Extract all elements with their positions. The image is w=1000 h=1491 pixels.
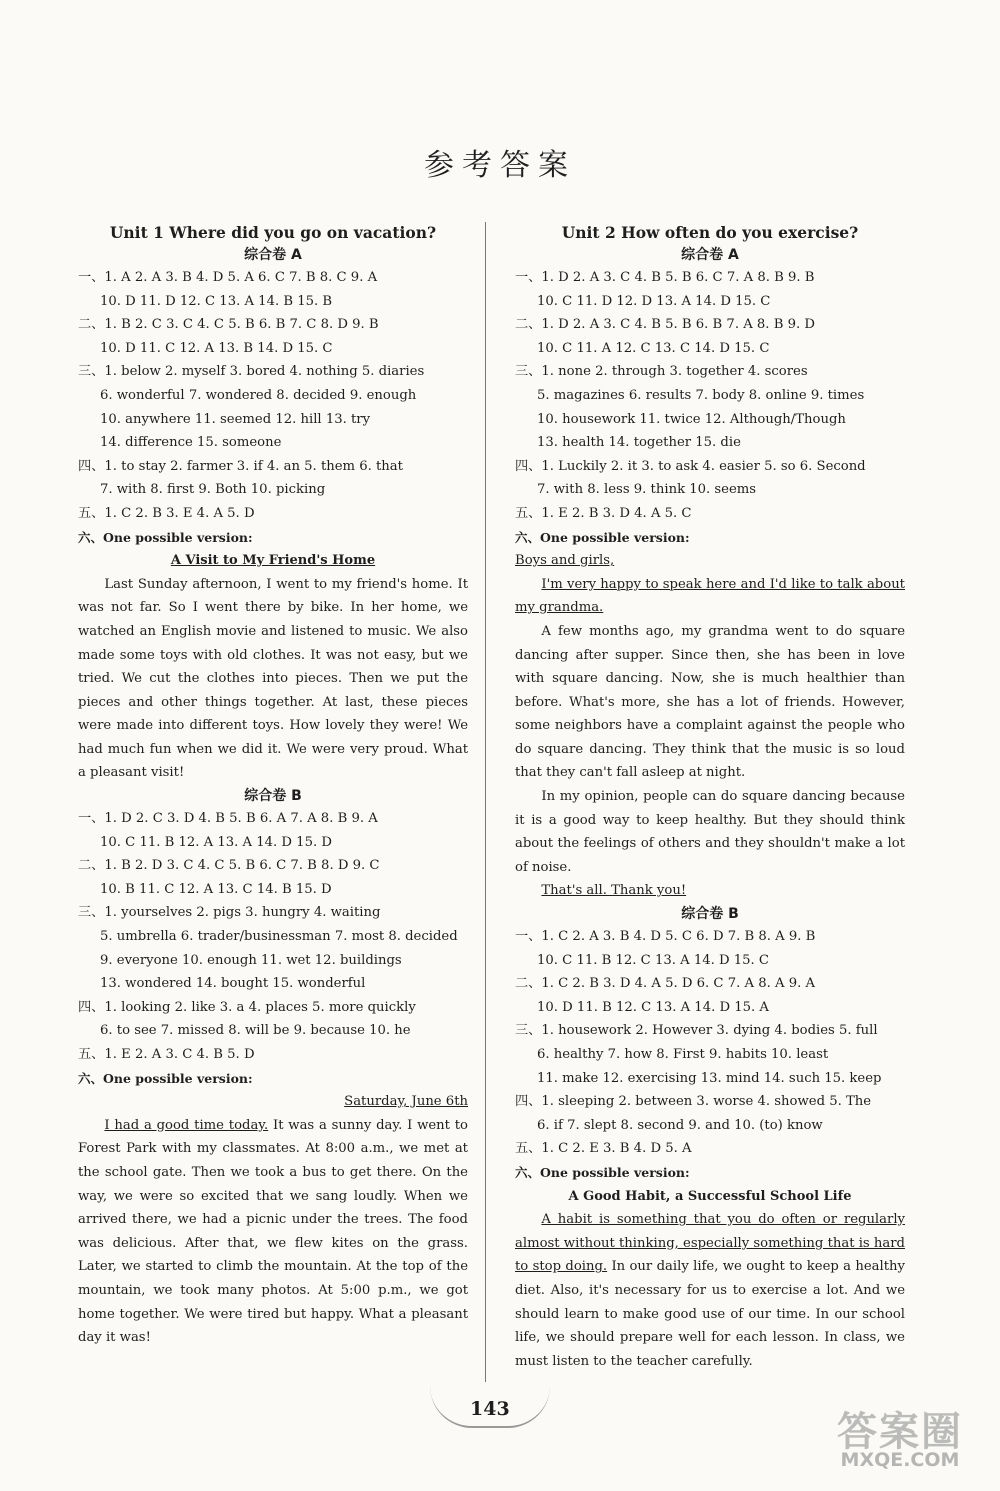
answer-line: 三、1. none 2. through 3. together 4. scores [515, 364, 808, 380]
unit-2-title: Unit 2 How often do you exercise? [561, 223, 859, 242]
answer-line: 一、1. D 2. C 3. D 4. B 5. B 6. A 7. A 8. B 9. A [78, 811, 378, 827]
answer-line: 四、1. sleeping 2. between 3. worse 4. showed 5. The [515, 1094, 872, 1110]
answer-line: 五、1. E 2. A 3. C 4. B 5. D [78, 1047, 255, 1062]
page-title: 参考答案 [424, 148, 576, 183]
watermark [815, 1400, 985, 1480]
answer-line: 三、1. below 2. myself 3. bored 4. nothing 5. diaries [78, 364, 425, 380]
paper-b-title: 综合卷 B [244, 788, 302, 805]
right-column [515, 222, 905, 1373]
section-heading: 六、One possible version: [78, 529, 253, 545]
answer-line: 5. magazines 6. results 7. body 8. online 9. times [537, 387, 865, 403]
answer-line: 13. health 14. together 15. die [537, 435, 741, 451]
answer-line: 6. healthy 7. how 8. First 9. habits 10. least [537, 1047, 829, 1062]
diary-date: Saturday, June 6th [344, 1094, 468, 1110]
answer-line: 10. D 11. C 12. A 13. B 14. D 15. C [100, 340, 333, 356]
answer-line: 四、1. to stay 2. farmer 3. if 4. an 5. them 6. that [78, 458, 403, 474]
answer-line: 三、1. housework 2. However 3. dying 4. bodies 5. full [515, 1023, 878, 1039]
watermark-logo: 答案圈 [837, 1409, 963, 1455]
answer-line: 10. C 11. A 12. C 13. C 14. D 15. C [537, 340, 770, 356]
answer-line: 一、1. C 2. A 3. B 4. D 5. C 6. D 7. B 8. A 9. B [515, 929, 816, 945]
answer-line: 10. D 11. D 12. C 13. A 14. B 15. B [100, 293, 333, 309]
answer-line: 二、1. D 2. A 3. C 4. B 5. B 6. B 7. A 8. B 9. D [515, 317, 815, 333]
speech-ending: That's all. Thank you! [541, 883, 687, 899]
answer-line: 6. to see 7. missed 8. will be 9. because 10. he [100, 1023, 411, 1039]
answer-line: 7. with 8. less 9. think 10. seems [537, 482, 757, 498]
watermark-site: MXQE.COM [840, 1449, 960, 1471]
answer-line: 三、1. yourselves 2. pigs 3. hungry 4. waiting [78, 905, 381, 921]
paper-a-title: 综合卷 A [681, 247, 739, 263]
answer-line: 11. make 12. exercising 13. mind 14. such 15. keep [537, 1070, 882, 1086]
answer-line: 五、1. E 2. B 3. D 4. A 5. C [515, 505, 692, 521]
answer-line: 13. wondered 14. bought 15. wonderful [100, 976, 366, 992]
answer-line: 14. difference 15. someone [100, 435, 282, 451]
answer-line: 10. C 11. B 12. A 13. A 14. D 15. D [100, 834, 332, 850]
answer-line: 四、1. Luckily 2. it 3. to ask 4. easier 5. so 6. Second [515, 458, 866, 474]
answer-line: 五、1. C 2. B 3. E 4. A 5. D [78, 505, 255, 521]
speech-paragraph: A few months ago, my grandma went to do square dancing after supper. Since then, she has been in love with square dancing. Now, she is much healthier than before. What's more, she has a lot of friends. However, some neighbors have a complaint against the people who do square dancing. They think that the music is so loud that they can't fall asleep at night. [515, 623, 905, 781]
section-heading: 六、One possible version: [515, 529, 690, 545]
paper-b-title: 综合卷 B [681, 906, 739, 923]
essay-title: A Good Habit, a Successful School Life [568, 1188, 852, 1204]
answer-line: 一、1. D 2. A 3. C 4. B 5. B 6. C 7. A 8. B 9. B [515, 270, 815, 285]
answer-line: 二、1. C 2. B 3. D 4. A 5. D 6. C 7. A 8. A 9. A [515, 976, 815, 992]
answer-line: 6. if 7. slept 8. second 9. and 10. (to) know [537, 1117, 823, 1133]
section-heading: 六、One possible version: [515, 1164, 690, 1180]
answer-line: 五、1. C 2. E 3. B 4. D 5. A [515, 1141, 692, 1157]
answer-line: 10. housework 11. twice 12. Although/Though [537, 411, 846, 427]
page-number: 143 [470, 1398, 510, 1420]
answer-line: 10. C 11. B 12. C 13. A 14. D 15. C [537, 952, 770, 968]
speech-paragraph: In my opinion, people can do square dancing because it is a good way to keep healthy. But they should think about the feelings of others and they shouldn't make a lot of noise. [515, 789, 905, 875]
answer-line: 四、1. looking 2. like 3. a 4. places 5. more quickly [78, 999, 416, 1015]
answer-line: 二、1. B 2. D 3. C 4. C 5. B 6. C 7. B 8. D 9. C [78, 858, 380, 874]
answer-line: 二、1. B 2. C 3. C 4. C 5. B 6. B 7. C 8. D 9. B [78, 317, 379, 333]
answer-line: 9. everyone 10. enough 11. wet 12. buildings [100, 952, 402, 968]
speech-greeting: Boys and girls, [515, 553, 615, 569]
essay-paragraph: Last Sunday afternoon, I went to my friend's home. It was not far. So I went there by bike. In her home, we watched an English movie and listened to music. We also made some toys with old clothes. It was not easy, but we tried. We cut the clothes into pieces. Then we put the pieces and other things together. At last, these pieces were made into different toys. How lovely they were! We had much fun when we did it. We were very proud. What a pleasant visit! [78, 576, 468, 781]
speech-intro: I'm very happy to speak here and I'd like to talk about my grandma. [515, 576, 905, 616]
answer-line: 10. D 11. B 12. C 13. A 14. D 15. A [537, 999, 769, 1015]
essay-title: A Visit to My Friend's Home [170, 553, 376, 569]
answer-line: 一、1. A 2. A 3. B 4. D 5. A 6. C 7. B 8. C 9. A [78, 270, 378, 285]
answer-line: 7. with 8. first 9. Both 10. picking [100, 482, 326, 498]
column-divider [485, 222, 486, 1382]
left-column [78, 222, 468, 1350]
essay-paragraph: I had a good time today. It was a sunny day. I went to Forest Park with my classmates. At 8:00 a.m., we met at the school gate. Then we took a bus to get there. On the way, we were so excited that we sang loudly. When we arrived there, we had a picnic under the trees. The food was delicious. After that, we flew kites on the grass. Later, we started to climb the mountain. At the top of the mountain, we took many photos. At 5:00 p.m., we got home together. We were tired but happy. What a pleasant day it was! [78, 1117, 468, 1346]
section-heading: 六、One possible version: [78, 1070, 253, 1086]
answer-line: 10. C 11. D 12. D 13. A 14. D 15. C [537, 293, 771, 309]
essay-paragraph: A habit is something that you do often or regularly almost without thinking, especially something that is hard to stop doing. In our daily life, we ought to keep a healthy diet. Also, it's necessary for us to exercise a lot. And we should learn to make good use of our time. In our school life, we should prepare well for each lesson. In class, we must listen to the teacher carefully. [515, 1212, 905, 1369]
answer-line: 10. anywhere 11. seemed 12. hill 13. try [100, 411, 371, 427]
answer-line: 10. B 11. C 12. A 13. C 14. B 15. D [100, 881, 332, 897]
unit-1-title: Unit 1 Where did you go on vacation? [109, 223, 437, 242]
paper-a-title: 综合卷 A [244, 247, 302, 263]
answer-line: 6. wonderful 7. wondered 8. decided 9. enough [100, 387, 417, 403]
answer-line: 5. umbrella 6. trader/businessman 7. most 8. decided [100, 929, 458, 945]
